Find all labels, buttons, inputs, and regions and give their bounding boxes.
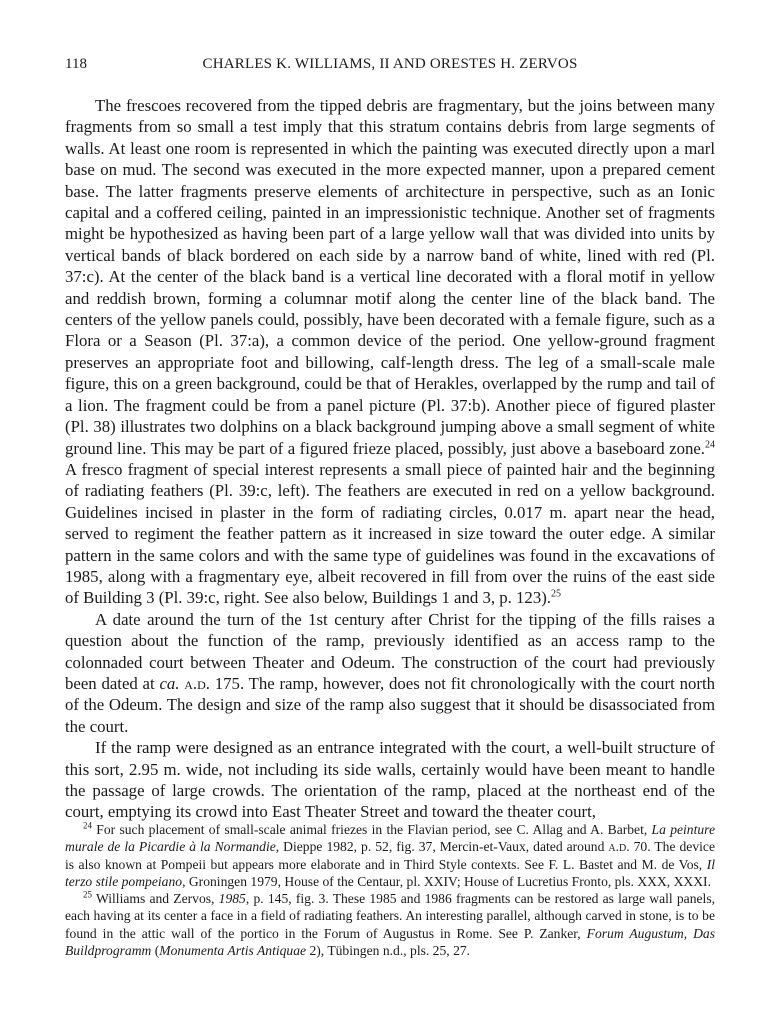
running-title: CHARLES K. WILLIAMS, II AND ORESTES H. ZERVOS: [202, 56, 578, 72]
footnote-text: (: [151, 943, 160, 959]
body-text: [65, 95, 715, 823]
paragraph-text: If the ramp were designed as an entrance integrated with the court, a well-built structure of this sort, 2.95 m. wide, not including its side walls, certainly would have been meant to handle the passage of large crowds. The orientation of the ramp, placed at the northeast end of the court, emptying its crowd into East Theater Street and toward the theater court,: [65, 738, 715, 822]
footnote-24: [65, 821, 715, 890]
footnote-text: , Groningen 1979, House of the Centaur, pl. XXIV; House of Lucretius Fronto, pls. XXX, XXXI.: [182, 873, 711, 889]
footnote-title: Forum Augustum, Das Buildprogramm: [65, 925, 715, 959]
paragraph-text: A date around the turn of the 1st century after Christ for the tipping of the fills raises a question about the function of the ramp, previously identified as an access ramp to the colonnaded court between Theater and Odeum. The construction of the court had previously been dated at: [65, 609, 715, 693]
italic-term: ca.: [159, 673, 180, 693]
page-number: 118: [65, 56, 87, 72]
footnote-text: , p. 145, fig. 3. These 1985 and 1986 fragments can be restored as large wall panels, each having at its center a face in a field of radiating feathers. An interesting parallel, although carved in stone, is to be found in the attic wall of the portico in the Forum of Augustus in Rome. See P. Zanker,: [65, 891, 716, 941]
footnote-title: Monumenta Artis Antiquae: [159, 943, 307, 959]
paragraph-text: A fresco fragment of special interest represents a small piece of painted hair and the beginning of radiating feathers (Pl. 39:c, left). The feathers are executed in red on a yellow background. Guidelines incised in plaster in the form of radiating circles, 0.017 m. apart near the head, served to regiment the feather pattern as it increased in size toward the outer edge. A similar pattern in the same colors and with the same type of guidelines was found in the excavations of 1985, along with a fragmentary eye, albeit recovered in fill from over the ruins of the east side of Building 3 (Pl. 39:c, right. See also below, Buildings 1 and 3, p. 123).: [65, 459, 715, 608]
paragraph-ramp-design: [65, 737, 715, 823]
footnote-number: 24: [83, 820, 92, 831]
page-header: [65, 56, 715, 78]
footnote-number: 25: [83, 889, 92, 900]
paragraph-text: 175. The ramp, however, does not fit chronologically with the court north of the Odeum. The design and size of the ramp also suggest that it should be disassociated from the court.: [65, 673, 715, 736]
footnote-text: , Dieppe 1982, p. 52, fig. 37, Mercin-et-Vaux, dated around: [275, 839, 609, 855]
era-marker: a.d.: [184, 673, 210, 693]
footnote-text: Williams and Zervos,: [95, 891, 219, 907]
footnote-title: 1985: [218, 891, 246, 907]
paragraph-frescoes: [65, 95, 715, 609]
footnote-text: For such placement of small-scale animal friezes in the Flavian period, see C. Allag and A. Barbet,: [96, 822, 652, 837]
paragraph-ramp-date: [65, 609, 715, 737]
footnote-ref-24[interactable]: 24: [705, 438, 715, 450]
footnotes: [65, 821, 715, 959]
footnote-title: La peinture murale de la Picardie à la Normandie: [65, 822, 715, 855]
era-marker: a.d.: [608, 839, 630, 855]
footnote-text: 70. The device is also known at Pompeii but appears more elaborate and in Third Style contexts. See F. L. Bastet and M. de Vos,: [65, 839, 715, 872]
paragraph-text: The frescoes recovered from the tipped debris are fragmentary, but the joins between many fragments from so small a test imply that this stratum contains debris from large segments of walls. At least one room is represented in which the painting was executed directly upon a marl base on mud. The second was executed in the more expected manner, upon a prepared cement base. The latter fragments preserve elements of architecture in perspective, such as an Ionic capital and a coffered ceiling, painted in an impressionistic technique. Another set of fragments might be hypothesized as having been part of a large yellow wall that was divided into units by vertical bands of black bordered on each side by a narrow band of white, lined with red (Pl. 37:c). At the center of the black band is a vertical line decorated with a floral motif in yellow and reddish brown, forming a columnar motif along the center line of the black band. The centers of the yellow panels could, possibly, have been decorated with a female figure, such as a Flora or a Season (Pl. 37:a), a common device of the period. One yellow-ground fragment preserves an appropriate foot and billowing, calf-length dress. The leg of a small-scale male figure, this on a green background, could be that of Herakles, overlapped by the rump and tail of a lion. The fragment could be from a panel picture (Pl. 37:b). Another piece of figured plaster (Pl. 38) illustrates two dolphins on a black background jumping above a small segment of white ground line. This may be part of a figured frieze placed, possibly, just above a baseboard zone.: [65, 96, 715, 458]
footnote-ref-25[interactable]: 25: [551, 588, 562, 600]
footnote-text: 2), Tübingen n.d., pls. 25, 27.: [306, 943, 471, 959]
footnote-title: Il terzo stile pompeiano: [65, 856, 715, 889]
footnote-25: [65, 890, 715, 959]
